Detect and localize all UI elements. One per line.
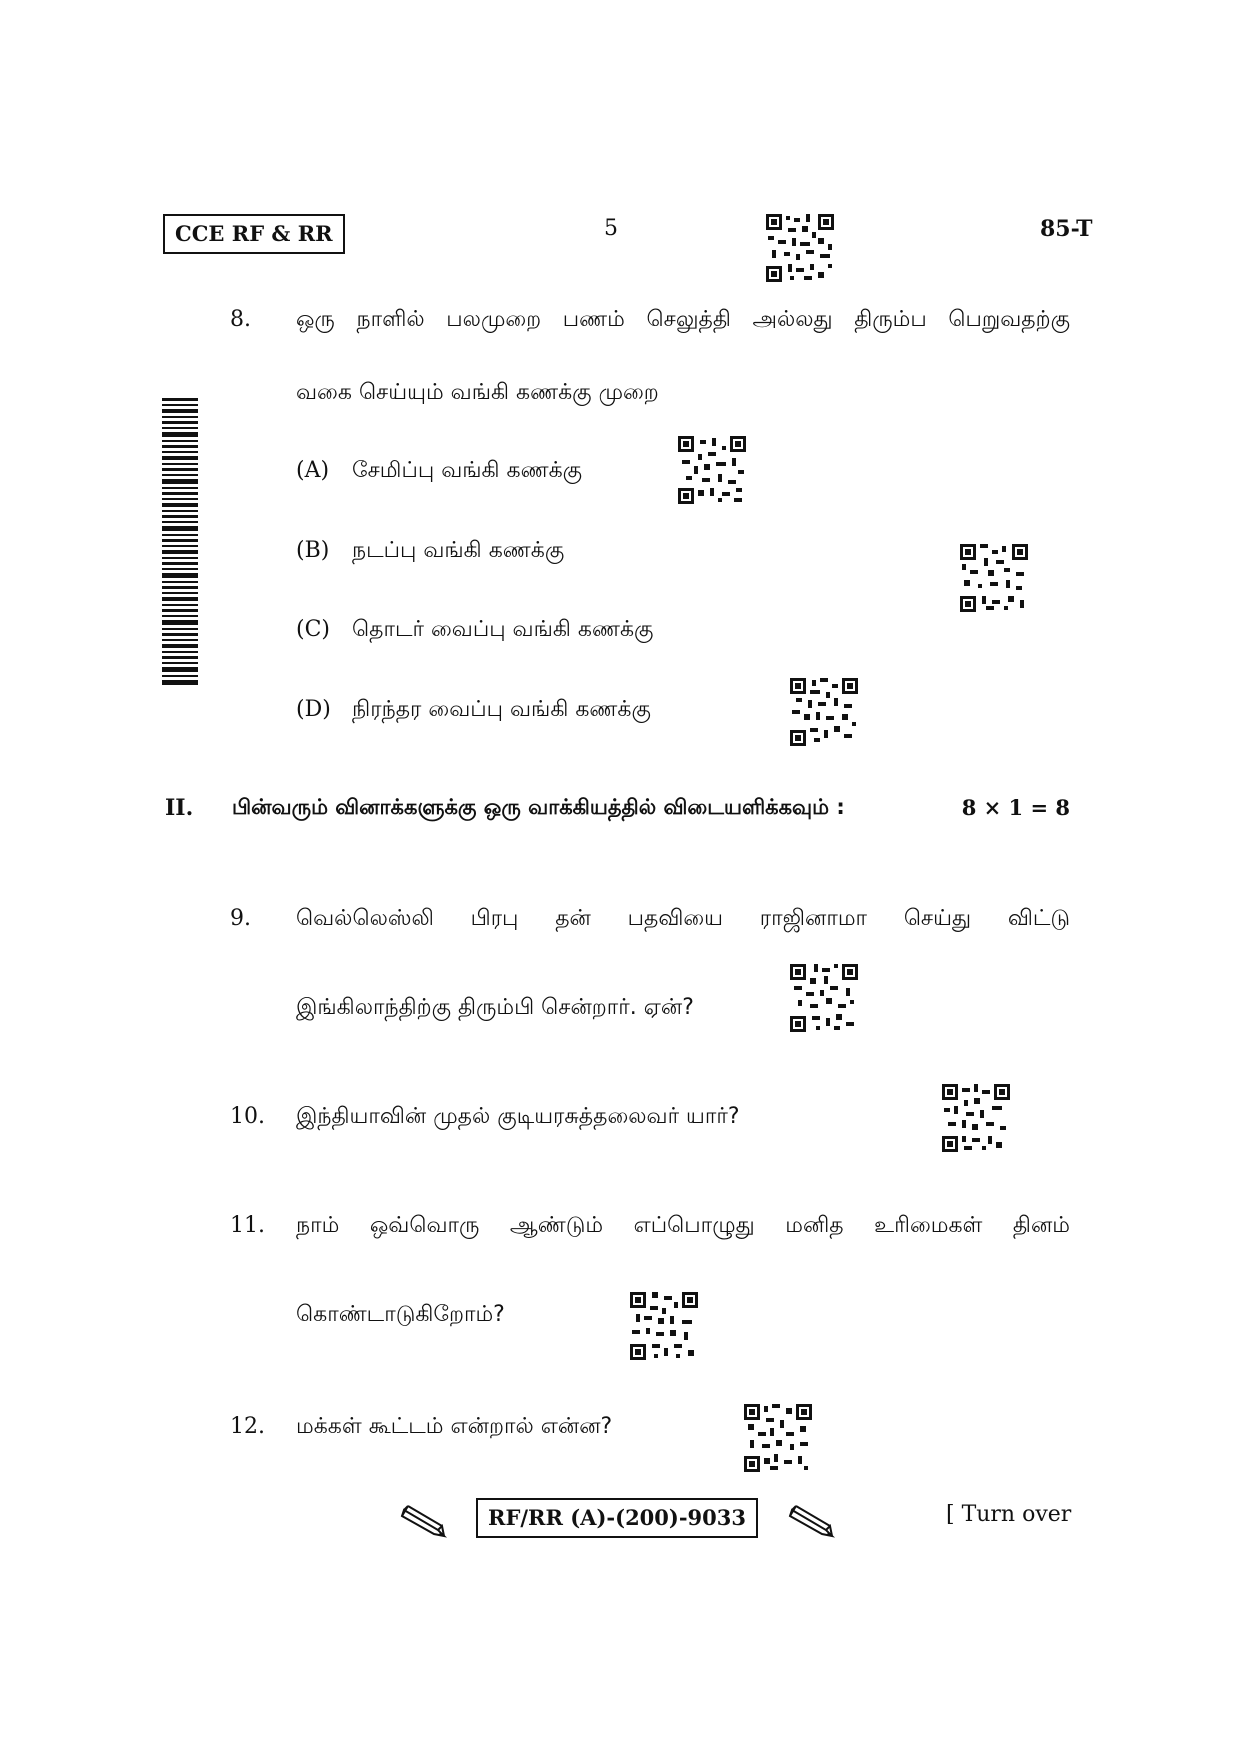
question-text: இங்கிலாந்திற்கு திரும்பி சென்றார். ஏன்? xyxy=(296,995,694,1020)
option-text: நடப்பு வங்கி கணக்கு xyxy=(352,538,565,563)
section-instruction: பின்வரும் வினாக்களுக்கு ஒரு வாக்கியத்தில் விடையளிக்கவும் : xyxy=(232,795,845,819)
question-text: நாம் ஒவ்வொரு ஆண்டும் எப்பொழுது மனித உரிமைகள் தினம் xyxy=(296,1213,1070,1238)
pencil-icon xyxy=(400,1502,452,1538)
qr-code-icon xyxy=(942,1084,1010,1152)
option-text: தொடர் வைப்பு வங்கி கணக்கு xyxy=(352,617,654,642)
section-title xyxy=(232,795,1070,822)
question-number: 9. xyxy=(230,906,251,931)
question-text: வகை செய்யும் வங்கி கணக்கு முறை xyxy=(296,380,659,405)
question-text: வெல்லெஸ்லி பிரபு தன் பதவியை ராஜினாமா செய்து விட்டு xyxy=(296,906,1070,931)
paper-code: 85-T xyxy=(1040,216,1093,242)
page-number: 5 xyxy=(604,216,618,241)
option-label: (D) xyxy=(296,697,331,722)
exam-header-box: CCE RF & RR xyxy=(163,214,345,254)
pencil-icon xyxy=(788,1502,840,1538)
option-label: (B) xyxy=(296,538,330,563)
barcode-icon xyxy=(162,398,198,685)
qr-code-icon xyxy=(790,964,858,1032)
question-text: கொண்டாடுகிறோம்? xyxy=(296,1302,505,1327)
question-text: இந்தியாவின் முதல் குடியரசுத்தலைவர் யார்? xyxy=(296,1104,740,1129)
section-number: II. xyxy=(165,795,194,821)
option-label: (C) xyxy=(296,617,330,642)
question-number: 8. xyxy=(230,307,251,332)
option-text: நிரந்தர வைப்பு வங்கி கணக்கு xyxy=(352,697,651,722)
question-text: மக்கள் கூட்டம் என்றால் என்ன? xyxy=(296,1414,613,1439)
qr-code-icon xyxy=(630,1292,698,1360)
paper-code-box: RF/RR (A)-(200)-9033 xyxy=(476,1498,758,1538)
section-marks: 8 × 1 = 8 xyxy=(961,795,1070,820)
question-number: 12. xyxy=(230,1414,265,1439)
turn-over-note: [ Turn over xyxy=(946,1502,1072,1527)
question-number: 11. xyxy=(230,1213,265,1238)
option-label: (A) xyxy=(296,458,330,483)
qr-code-icon xyxy=(766,214,834,282)
qr-code-icon xyxy=(790,678,858,746)
qr-code-icon xyxy=(960,544,1028,612)
qr-code-icon xyxy=(678,436,746,504)
qr-code-icon xyxy=(744,1404,812,1472)
option-text: சேமிப்பு வங்கி கணக்கு xyxy=(352,458,583,483)
question-number: 10. xyxy=(230,1104,265,1129)
question-text: ஒரு நாளில் பலமுறை பணம் செலுத்தி அல்லது திரும்ப பெறுவதற்கு xyxy=(296,307,1070,332)
